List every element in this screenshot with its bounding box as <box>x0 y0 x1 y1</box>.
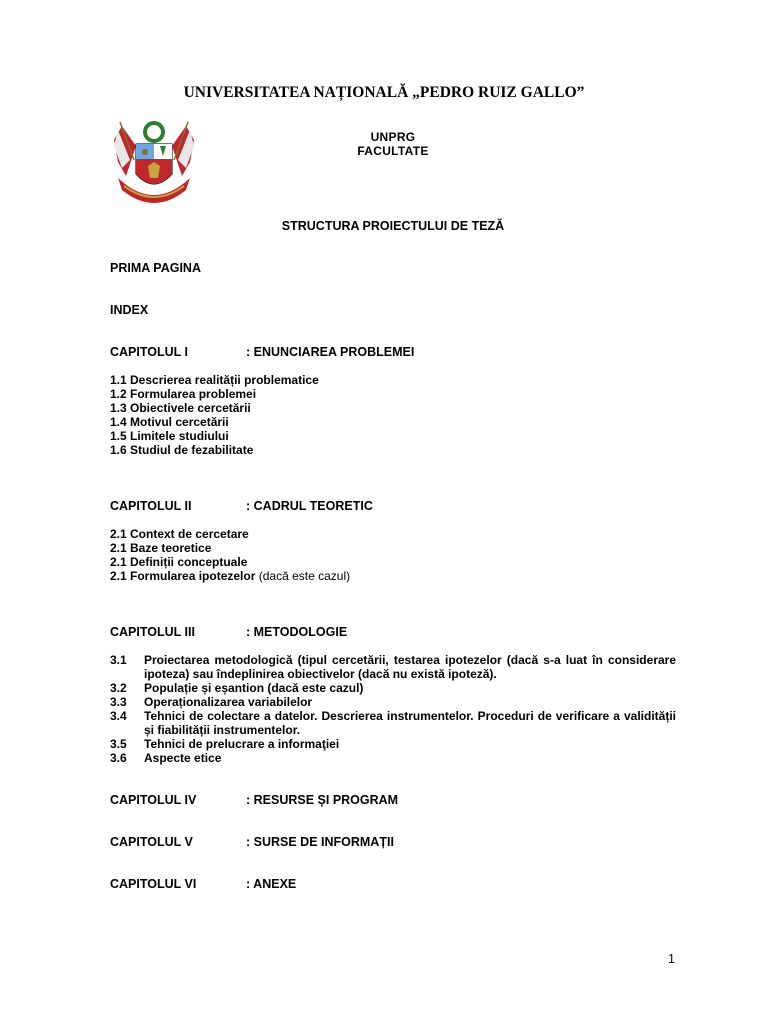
item-text: Proiectarea metodologică (tipul cercetării, testarea ipotezelor (dacă s-a luat în considerare ipoteza) sau îndeplinirea obiectivelor (dacă nu există ipoteză). <box>144 653 676 681</box>
list-item-note: (dacă este cazul) <box>255 569 351 583</box>
list-item: 2.1 Baze teoretice <box>110 541 212 555</box>
chapter-title: : ANEXE <box>246 877 297 891</box>
chapter-4-heading <box>110 793 399 807</box>
chapter-title: : RESURSE ȘI PROGRAM <box>246 793 399 807</box>
list-item: 1.4 Motivul cercetării <box>110 415 229 429</box>
chapter-2-heading <box>110 499 373 513</box>
chapter-2-list <box>110 527 350 583</box>
chapter-3-list <box>110 653 676 765</box>
list-item: 1.2 Formularea problemei <box>110 387 257 401</box>
list-item: 1.3 Obiectivele cercetării <box>110 401 251 415</box>
chapter-title: : CADRUL TEORETIC <box>246 499 373 513</box>
item-text: Tehnici de prelucrare a informaţiei <box>144 737 340 751</box>
chapter-3-heading <box>110 625 348 639</box>
list-item <box>110 737 676 751</box>
item-number: 3.6 <box>110 751 127 765</box>
list-item <box>110 681 676 695</box>
list-item: 2.1 Context de cercetare <box>110 527 249 541</box>
chapter-1-heading <box>110 345 415 359</box>
item-number: 3.4 <box>110 709 127 723</box>
item-text: Tehnici de colectare a datelor. Descrierea instrumentelor. Proceduri de verificare a validității și fiabilității instrumentelor. <box>144 709 676 737</box>
chapter-title: : ENUNCIAREA PROBLEMEI <box>246 345 415 359</box>
list-item: 1.5 Limitele studiului <box>110 429 229 443</box>
university-name: UNIVERSITATEA NAȚIONALĂ „PEDRO RUIZ GALLO” <box>183 84 585 101</box>
list-item <box>110 751 676 765</box>
chapter-label: CAPITOLUL VI <box>110 877 197 891</box>
chapter-label: CAPITOLUL I <box>110 345 189 359</box>
coat-of-arms-logo <box>108 116 200 206</box>
list-item <box>110 695 676 709</box>
institution-acronym: UNPRG <box>370 130 416 144</box>
item-text: Operaționalizarea variabilelor <box>144 695 313 709</box>
list-item: 1.6 Studiul de fezabilitate <box>110 443 254 457</box>
item-text: Aspecte etice <box>144 751 222 765</box>
page-number: 1 <box>668 952 675 966</box>
list-item <box>110 569 350 583</box>
item-number: 3.5 <box>110 737 127 751</box>
first-page-heading: PRIMA PAGINA <box>110 261 201 275</box>
document-title: STRUCTURA PROIECTULUI DE TEZĂ <box>281 219 505 233</box>
item-number: 3.2 <box>110 681 127 695</box>
faculty-label: FACULTATE <box>357 144 429 158</box>
index-heading: INDEX <box>110 303 149 317</box>
item-number: 3.3 <box>110 695 127 709</box>
chapter-6-heading <box>110 877 297 891</box>
chapter-title: : METODOLOGIE <box>246 625 348 639</box>
chapter-title: : SURSE DE INFORMAȚII <box>246 835 394 849</box>
list-item: 1.1 Descrierea realității problematice <box>110 373 319 387</box>
chapter-1-list <box>110 373 319 457</box>
chapter-label: CAPITOLUL III <box>110 625 195 639</box>
chapter-label: CAPITOLUL IV <box>110 793 197 807</box>
chapter-label: CAPITOLUL II <box>110 499 192 513</box>
list-item <box>110 653 676 681</box>
list-item <box>110 709 676 737</box>
chapter-5-heading <box>110 835 394 849</box>
list-item-text: 2.1 Formularea ipotezelor <box>110 569 256 583</box>
chapter-label: CAPITOLUL V <box>110 835 193 849</box>
item-text: Populație și eșantion (dacă este cazul) <box>144 681 364 695</box>
item-number: 3.1 <box>110 653 127 667</box>
list-item: 2.1 Definiții conceptuale <box>110 555 248 569</box>
